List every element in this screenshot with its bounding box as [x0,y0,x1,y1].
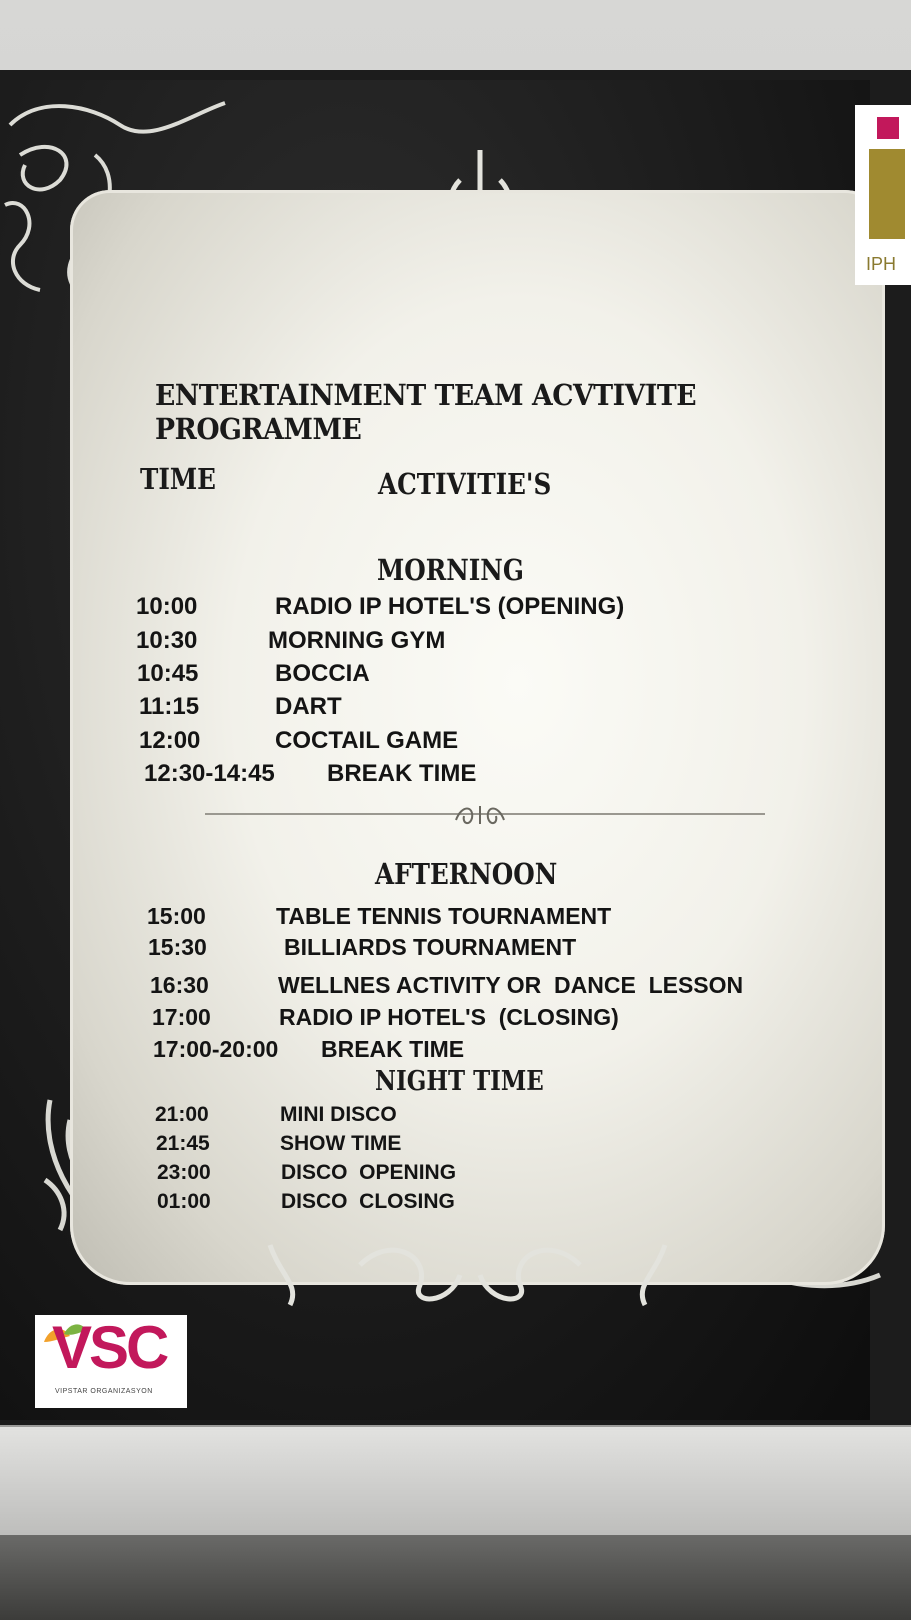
row-time: 10:45 [137,660,199,687]
row-time: 11:15 [139,693,200,720]
schedule-row [157,1190,757,1218]
vsc-logo-subtitle: VIPSTAR ORGANIZASYON [55,1388,153,1395]
schedule-row [150,972,880,1002]
row-activity: RADIO IP HOTEL'S (CLOSING) [279,1004,619,1030]
schedule-row [137,660,737,690]
row-activity: MORNING GYM [268,627,446,654]
ip-hotel-logo-text: IPH [866,254,897,274]
floor-area [0,1535,911,1620]
row-activity: WELLNES ACTIVITY OR DANCE LESSON [278,972,744,998]
row-activity: RADIO IP HOTEL'S (OPENING) [275,593,625,620]
row-activity: DISCO OPENING [281,1161,457,1184]
schedule-row [157,1161,757,1189]
row-time: 15:30 [148,934,207,960]
activity-column-header: ACTIVITIE'S [378,467,552,501]
schedule-row [148,934,848,964]
logo-bar-icon [869,149,905,239]
divider-flourish-icon [452,800,508,830]
row-time: 21:00 [155,1103,209,1126]
bottom-center-ornament [260,1225,680,1315]
section-night-heading: NIGHT TIME [375,1066,544,1097]
row-activity: BREAK TIME [321,1036,465,1062]
schedule-row [152,1004,852,1034]
vsc-logo-text: VSC [52,1314,167,1381]
schedule-row [139,693,739,723]
schedule-row [155,1103,755,1131]
row-time: 10:00 [136,593,198,620]
schedule-row [144,760,744,790]
row-time: 21:45 [156,1132,210,1155]
row-activity: COCTAIL GAME [275,727,459,754]
schedule-row [136,627,736,657]
schedule-row [147,903,847,933]
section-afternoon-heading: AFTERNOON [375,857,558,891]
row-time: 15:00 [147,903,206,929]
row-time: 10:30 [136,627,198,654]
schedule-row [139,727,739,757]
row-activity: DISCO CLOSING [281,1190,455,1213]
row-time: 12:00 [139,727,201,754]
row-time: 17:00 [152,1004,211,1030]
row-time: 01:00 [157,1190,211,1213]
schedule-row [153,1036,853,1066]
programme-title: ENTERTAINMENT TEAM ACVTIVITE PROGRAMME [155,378,697,446]
row-time: 23:00 [157,1161,211,1184]
schedule-row [136,593,736,623]
row-activity: SHOW TIME [280,1132,402,1155]
row-activity: BOCCIA [275,660,370,687]
frame-bottom-rail [0,1425,911,1537]
time-column-header: TIME [140,462,216,496]
row-activity: BILLIARDS TOURNAMENT [284,934,577,960]
row-activity: BREAK TIME [327,760,477,787]
row-time: 17:00-20:00 [153,1036,279,1062]
row-activity: TABLE TENNIS TOURNAMENT [276,903,612,929]
schedule-row [156,1132,756,1160]
row-activity: DART [275,693,342,720]
row-time: 12:30-14:45 [144,760,275,787]
row-time: 16:30 [150,972,209,998]
row-activity: MINI DISCO [280,1103,397,1126]
section-morning-heading: MORNING [377,553,524,587]
logo-square-icon [877,117,899,139]
